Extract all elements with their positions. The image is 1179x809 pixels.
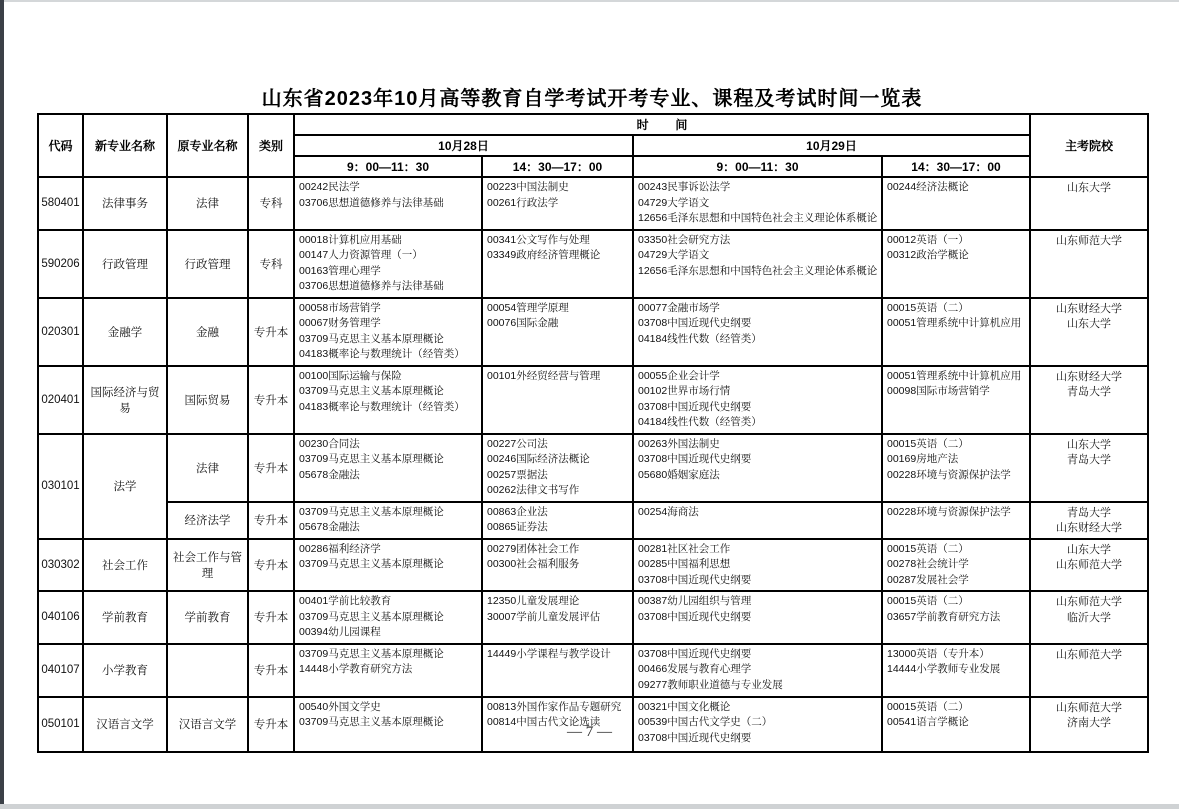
day1-am-courses-cell xyxy=(294,230,482,298)
text-line: 04184线性代数（经管类） xyxy=(638,332,762,345)
day2-pm-courses-cell xyxy=(882,230,1030,298)
old-major-cell: 国际贸易 xyxy=(167,366,248,434)
day1-pm-courses-cell xyxy=(482,644,633,697)
text-line: 03708中国近现代史纲要 xyxy=(638,400,752,413)
text-line: 00254海商法 xyxy=(638,505,699,518)
host-university-cell xyxy=(1030,539,1148,592)
text-line: 00312政治学概论 xyxy=(887,249,969,261)
text-line: 青岛大学 xyxy=(1067,506,1111,519)
col-header-day1: 10月28日 xyxy=(294,135,633,156)
text-line: 00300社会福利服务 xyxy=(487,558,580,570)
text-line: 00865证券法 xyxy=(487,521,548,533)
table-row xyxy=(38,644,1148,697)
day1-pm-courses-cell xyxy=(482,366,633,434)
text-line: 03657学前教育研究方法 xyxy=(887,610,1001,623)
day2-pm-courses-cell xyxy=(882,298,1030,366)
text-line: 13000英语（专升本） xyxy=(887,647,990,660)
text-line: 03709马克思主义基本原理概论 xyxy=(299,558,444,570)
day2-am-courses-cell xyxy=(633,298,882,366)
text-line: 14444小学教师专业发展 xyxy=(887,663,1001,675)
text-line: 00863企业法 xyxy=(487,505,548,518)
text-line: 山东财经大学 xyxy=(1056,370,1122,383)
text-line: 00223中国法制史 xyxy=(487,181,569,193)
col-header-host: 主考院校 xyxy=(1030,114,1148,177)
text-line: 03709马克思主义基本原理概论 xyxy=(299,453,444,465)
text-line: 00257票据法 xyxy=(487,468,548,481)
text-line: 00015英语（二） xyxy=(887,542,969,555)
new-major-cell: 小学教育 xyxy=(83,644,167,697)
text-line: 00015英语（二） xyxy=(887,301,969,314)
text-line: 00263外国法制史 xyxy=(638,437,720,450)
text-line: 00814中国古代文论选读 xyxy=(487,716,601,728)
text-line: 山东师范大学 xyxy=(1056,234,1122,247)
text-line: 04184线性代数（经管类） xyxy=(638,416,762,428)
text-line: 12656毛泽东思想和中国特色社会主义理论体系概论 xyxy=(638,212,878,224)
day1-pm-courses-cell xyxy=(482,434,633,502)
category-cell: 专升本 xyxy=(248,366,294,434)
category-cell: 专升本 xyxy=(248,434,294,502)
category-cell: 专科 xyxy=(248,177,294,230)
new-major-cell: 法学 xyxy=(83,434,167,539)
col-header-old-major: 原专业名称 xyxy=(167,114,248,177)
header-row-1 xyxy=(38,114,1148,135)
category-cell: 专科 xyxy=(248,230,294,298)
category-cell: 专升本 xyxy=(248,539,294,592)
text-line: 山东师范大学 xyxy=(1056,701,1122,714)
text-line: 03708中国近现代史纲要 xyxy=(638,453,752,465)
text-line: 00077金融市场学 xyxy=(638,301,720,314)
table-row xyxy=(38,502,1148,539)
old-major-cell: 金融 xyxy=(167,298,248,366)
col-header-day1-am: 9：00—11：30 xyxy=(294,156,482,177)
text-line: 00101外经贸经营与管理 xyxy=(487,369,601,382)
text-line: 00230合同法 xyxy=(299,437,360,450)
text-line: 00169房地产法 xyxy=(887,453,959,465)
category-cell: 专升本 xyxy=(248,697,294,752)
host-university-cell xyxy=(1030,230,1148,298)
text-line: 09277教师职业道德与专业发展 xyxy=(638,678,783,691)
text-line: 03708中国近现代史纲要 xyxy=(638,573,752,586)
text-line: 30007学前儿童发展评估 xyxy=(487,610,601,623)
col-header-new-major: 新专业名称 xyxy=(83,114,167,177)
text-line: 00341公文写作与处理 xyxy=(487,233,590,246)
text-line: 00228环境与资源保护法学 xyxy=(887,468,1011,481)
text-line: 04729大学语文 xyxy=(638,196,710,209)
day2-pm-courses-cell xyxy=(882,177,1030,230)
text-line: 05678金融法 xyxy=(299,521,360,533)
day2-pm-courses-cell xyxy=(882,434,1030,502)
col-header-day2: 10月29日 xyxy=(633,135,1030,156)
day1-pm-courses-cell xyxy=(482,177,633,230)
text-line: 04183概率论与数理统计（经管类） xyxy=(299,400,465,413)
col-header-category: 类别 xyxy=(248,114,294,177)
col-header-code: 代码 xyxy=(38,114,83,177)
day2-am-courses-cell xyxy=(633,502,882,539)
text-line: 03709马克思主义基本原理概论 xyxy=(299,647,444,660)
day2-am-courses-cell xyxy=(633,591,882,644)
text-line: 00051管理系统中计算机应用 xyxy=(887,317,1022,329)
text-line: 00246国际经济法概论 xyxy=(487,453,590,465)
text-line: 03709马克思主义基本原理概论 xyxy=(299,716,444,728)
page-bottom-edge xyxy=(0,804,1179,809)
text-line: 00051管理系统中计算机应用 xyxy=(887,369,1022,382)
code-cell: 020301 xyxy=(38,298,83,366)
text-line: 03709马克思主义基本原理概论 xyxy=(299,505,444,518)
day1-am-courses-cell xyxy=(294,298,482,366)
code-cell: 580401 xyxy=(38,177,83,230)
day1-am-courses-cell xyxy=(294,591,482,644)
text-line: 00539中国古代文学史（二） xyxy=(638,716,773,728)
host-university-cell xyxy=(1030,366,1148,434)
text-line: 山东财经大学 xyxy=(1056,302,1122,315)
page-number: — 7 — xyxy=(567,724,612,740)
text-line: 00244经济法概论 xyxy=(887,181,969,193)
text-line: 14449小学课程与教学设计 xyxy=(487,647,611,660)
day1-am-courses-cell xyxy=(294,502,482,539)
text-line: 00813外国作家作品专题研究 xyxy=(487,700,622,713)
text-line: 00541语言学概论 xyxy=(887,716,969,728)
code-cell: 040107 xyxy=(38,644,83,697)
text-line: 00147人力资源管理（一） xyxy=(299,249,423,261)
day2-pm-courses-cell xyxy=(882,539,1030,592)
text-line: 山东大学 xyxy=(1067,318,1111,330)
text-line: 00012英语（一） xyxy=(887,233,969,246)
text-line: 05678金融法 xyxy=(299,468,360,481)
page-top-edge xyxy=(0,0,1179,2)
text-line: 00394幼儿园课程 xyxy=(299,626,381,638)
category-cell: 专升本 xyxy=(248,644,294,697)
old-major-cell: 法律 xyxy=(167,177,248,230)
host-university-cell xyxy=(1030,434,1148,502)
day1-pm-courses-cell xyxy=(482,591,633,644)
table-row xyxy=(38,591,1148,644)
col-header-day2-pm: 14：30—17：00 xyxy=(882,156,1030,177)
text-line: 00262法律文书写作 xyxy=(487,484,580,496)
text-line: 00286福利经济学 xyxy=(299,542,381,555)
exam-schedule-table xyxy=(37,113,1149,753)
new-major-cell: 法律事务 xyxy=(83,177,167,230)
text-line: 00055企业会计学 xyxy=(638,369,720,382)
col-header-time: 时 间 xyxy=(294,114,1030,135)
day1-pm-courses-cell xyxy=(482,539,633,592)
text-line: 03708中国近现代史纲要 xyxy=(638,610,752,623)
day1-am-courses-cell xyxy=(294,366,482,434)
day2-pm-courses-cell xyxy=(882,366,1030,434)
text-line: 临沂大学 xyxy=(1067,611,1111,624)
text-line: 00015英语（二） xyxy=(887,437,969,450)
day2-pm-courses-cell xyxy=(882,644,1030,697)
text-line: 00015英语（二） xyxy=(887,700,969,713)
text-line: 00100国际运输与保险 xyxy=(299,369,402,382)
host-university-cell xyxy=(1030,298,1148,366)
table-row xyxy=(38,230,1148,298)
day1-pm-courses-cell xyxy=(482,502,633,539)
text-line: 00387幼儿园组织与管理 xyxy=(638,595,752,607)
col-header-day1-pm: 14：30—17：00 xyxy=(482,156,633,177)
old-major-cell: 学前教育 xyxy=(167,591,248,644)
table-row xyxy=(38,434,1148,502)
code-cell: 030101 xyxy=(38,434,83,539)
text-line: 03708中国近现代史纲要 xyxy=(638,317,752,329)
text-line: 03706思想道德修养与法律基础 xyxy=(299,280,444,292)
text-line: 00098国际市场营销学 xyxy=(887,385,990,397)
text-line: 03349政府经济管理概论 xyxy=(487,249,601,261)
new-major-cell: 金融学 xyxy=(83,298,167,366)
text-line: 03350社会研究方法 xyxy=(638,233,731,246)
old-major-cell: 经济法学 xyxy=(167,502,248,539)
day2-am-courses-cell xyxy=(633,434,882,502)
text-line: 山东财经大学 xyxy=(1056,522,1122,534)
text-line: 03708中国近现代史纲要 xyxy=(638,731,752,744)
text-line: 00054管理学原理 xyxy=(487,301,569,314)
text-line: 00058市场营销学 xyxy=(299,301,381,314)
code-cell: 030302 xyxy=(38,539,83,592)
day1-am-courses-cell xyxy=(294,644,482,697)
day1-am-courses-cell xyxy=(294,177,482,230)
code-cell: 050101 xyxy=(38,697,83,752)
text-line: 山东师范大学 xyxy=(1056,559,1122,571)
text-line: 00321中国文化概论 xyxy=(638,700,731,713)
text-line: 00227公司法 xyxy=(487,437,548,450)
day1-pm-courses-cell xyxy=(482,298,633,366)
day2-am-courses-cell xyxy=(633,230,882,298)
text-line: 00278社会统计学 xyxy=(887,558,969,570)
new-major-cell: 社会工作 xyxy=(83,539,167,592)
category-cell: 专升本 xyxy=(248,591,294,644)
host-university-cell xyxy=(1030,502,1148,539)
text-line: 山东师范大学 xyxy=(1056,648,1122,661)
table-row xyxy=(38,539,1148,592)
text-line: 00067财务管理学 xyxy=(299,317,381,329)
text-line: 00102世界市场行情 xyxy=(638,385,731,397)
text-line: 00261行政法学 xyxy=(487,196,559,209)
day1-am-courses-cell xyxy=(294,434,482,502)
text-line: 03706思想道德修养与法律基础 xyxy=(299,196,444,209)
text-line: 山东大学 xyxy=(1067,543,1111,556)
day2-pm-courses-cell xyxy=(882,502,1030,539)
text-line: 04729大学语文 xyxy=(638,249,710,261)
text-line: 14448小学教育研究方法 xyxy=(299,663,413,675)
day2-pm-courses-cell xyxy=(882,591,1030,644)
new-major-cell: 汉语言文学 xyxy=(83,697,167,752)
text-line: 山东师范大学 xyxy=(1056,596,1122,608)
text-line: 00281社区社会工作 xyxy=(638,542,731,555)
text-line: 济南大学 xyxy=(1067,717,1111,729)
code-cell: 040106 xyxy=(38,591,83,644)
host-university-cell xyxy=(1030,644,1148,697)
text-line: 00466发展与教育心理学 xyxy=(638,663,752,675)
page-title: 山东省2023年10月高等教育自学考试开考专业、课程及考试时间一览表 xyxy=(261,88,923,110)
day2-am-courses-cell xyxy=(633,644,882,697)
text-line: 00015英语（二） xyxy=(887,595,969,607)
text-line: 03708中国近现代史纲要 xyxy=(638,647,752,660)
text-line: 00228环境与资源保护法学 xyxy=(887,505,1011,518)
text-line: 00076国际金融 xyxy=(487,317,559,329)
table-row xyxy=(38,177,1148,230)
text-line: 00163管理心理学 xyxy=(299,264,381,277)
text-line: 03709马克思主义基本原理概论 xyxy=(299,385,444,397)
text-line: 03709马克思主义基本原理概论 xyxy=(299,332,444,345)
text-line: 12656毛泽东思想和中国特色社会主义理论体系概论 xyxy=(638,264,878,277)
old-major-cell: 社会工作与管理 xyxy=(167,539,248,592)
code-cell: 020401 xyxy=(38,366,83,434)
day2-am-courses-cell xyxy=(633,366,882,434)
text-line: 00018计算机应用基础 xyxy=(299,233,402,246)
text-line: 04183概率论与数理统计（经管类） xyxy=(299,348,465,360)
text-line: 00401学前比较教育 xyxy=(299,595,392,607)
old-major-cell xyxy=(167,644,248,697)
old-major-cell: 汉语言文学 xyxy=(167,697,248,752)
day2-am-courses-cell xyxy=(633,177,882,230)
category-cell: 专升本 xyxy=(248,502,294,539)
day2-am-courses-cell xyxy=(633,539,882,592)
old-major-cell: 行政管理 xyxy=(167,230,248,298)
text-line: 山东大学 xyxy=(1067,182,1111,194)
text-line: 00242民法学 xyxy=(299,181,360,193)
col-header-day2-am: 9：00—11：30 xyxy=(633,156,882,177)
old-major-cell: 法律 xyxy=(167,434,248,502)
page-left-edge xyxy=(0,0,4,809)
text-line: 青岛大学 xyxy=(1067,454,1111,466)
text-line: 00279团体社会工作 xyxy=(487,542,580,555)
category-cell: 专升本 xyxy=(248,298,294,366)
text-line: 12350儿童发展理论 xyxy=(487,595,580,607)
text-line: 00540外国文学史 xyxy=(299,700,381,713)
day1-pm-courses-cell xyxy=(482,230,633,298)
text-line: 00243民事诉讼法学 xyxy=(638,181,731,193)
new-major-cell: 学前教育 xyxy=(83,591,167,644)
new-major-cell: 行政管理 xyxy=(83,230,167,298)
code-cell: 590206 xyxy=(38,230,83,298)
text-line: 青岛大学 xyxy=(1067,386,1111,398)
table-row xyxy=(38,366,1148,434)
text-line: 05680婚姻家庭法 xyxy=(638,468,720,481)
host-university-cell xyxy=(1030,177,1148,230)
host-university-cell xyxy=(1030,591,1148,644)
table-row xyxy=(38,298,1148,366)
new-major-cell: 国际经济与贸易 xyxy=(83,366,167,434)
text-line: 00285中国福利思想 xyxy=(638,558,731,570)
text-line: 03709马克思主义基本原理概论 xyxy=(299,610,444,623)
day1-am-courses-cell xyxy=(294,539,482,592)
text-line: 山东大学 xyxy=(1067,438,1111,451)
text-line: 00287发展社会学 xyxy=(887,573,969,586)
